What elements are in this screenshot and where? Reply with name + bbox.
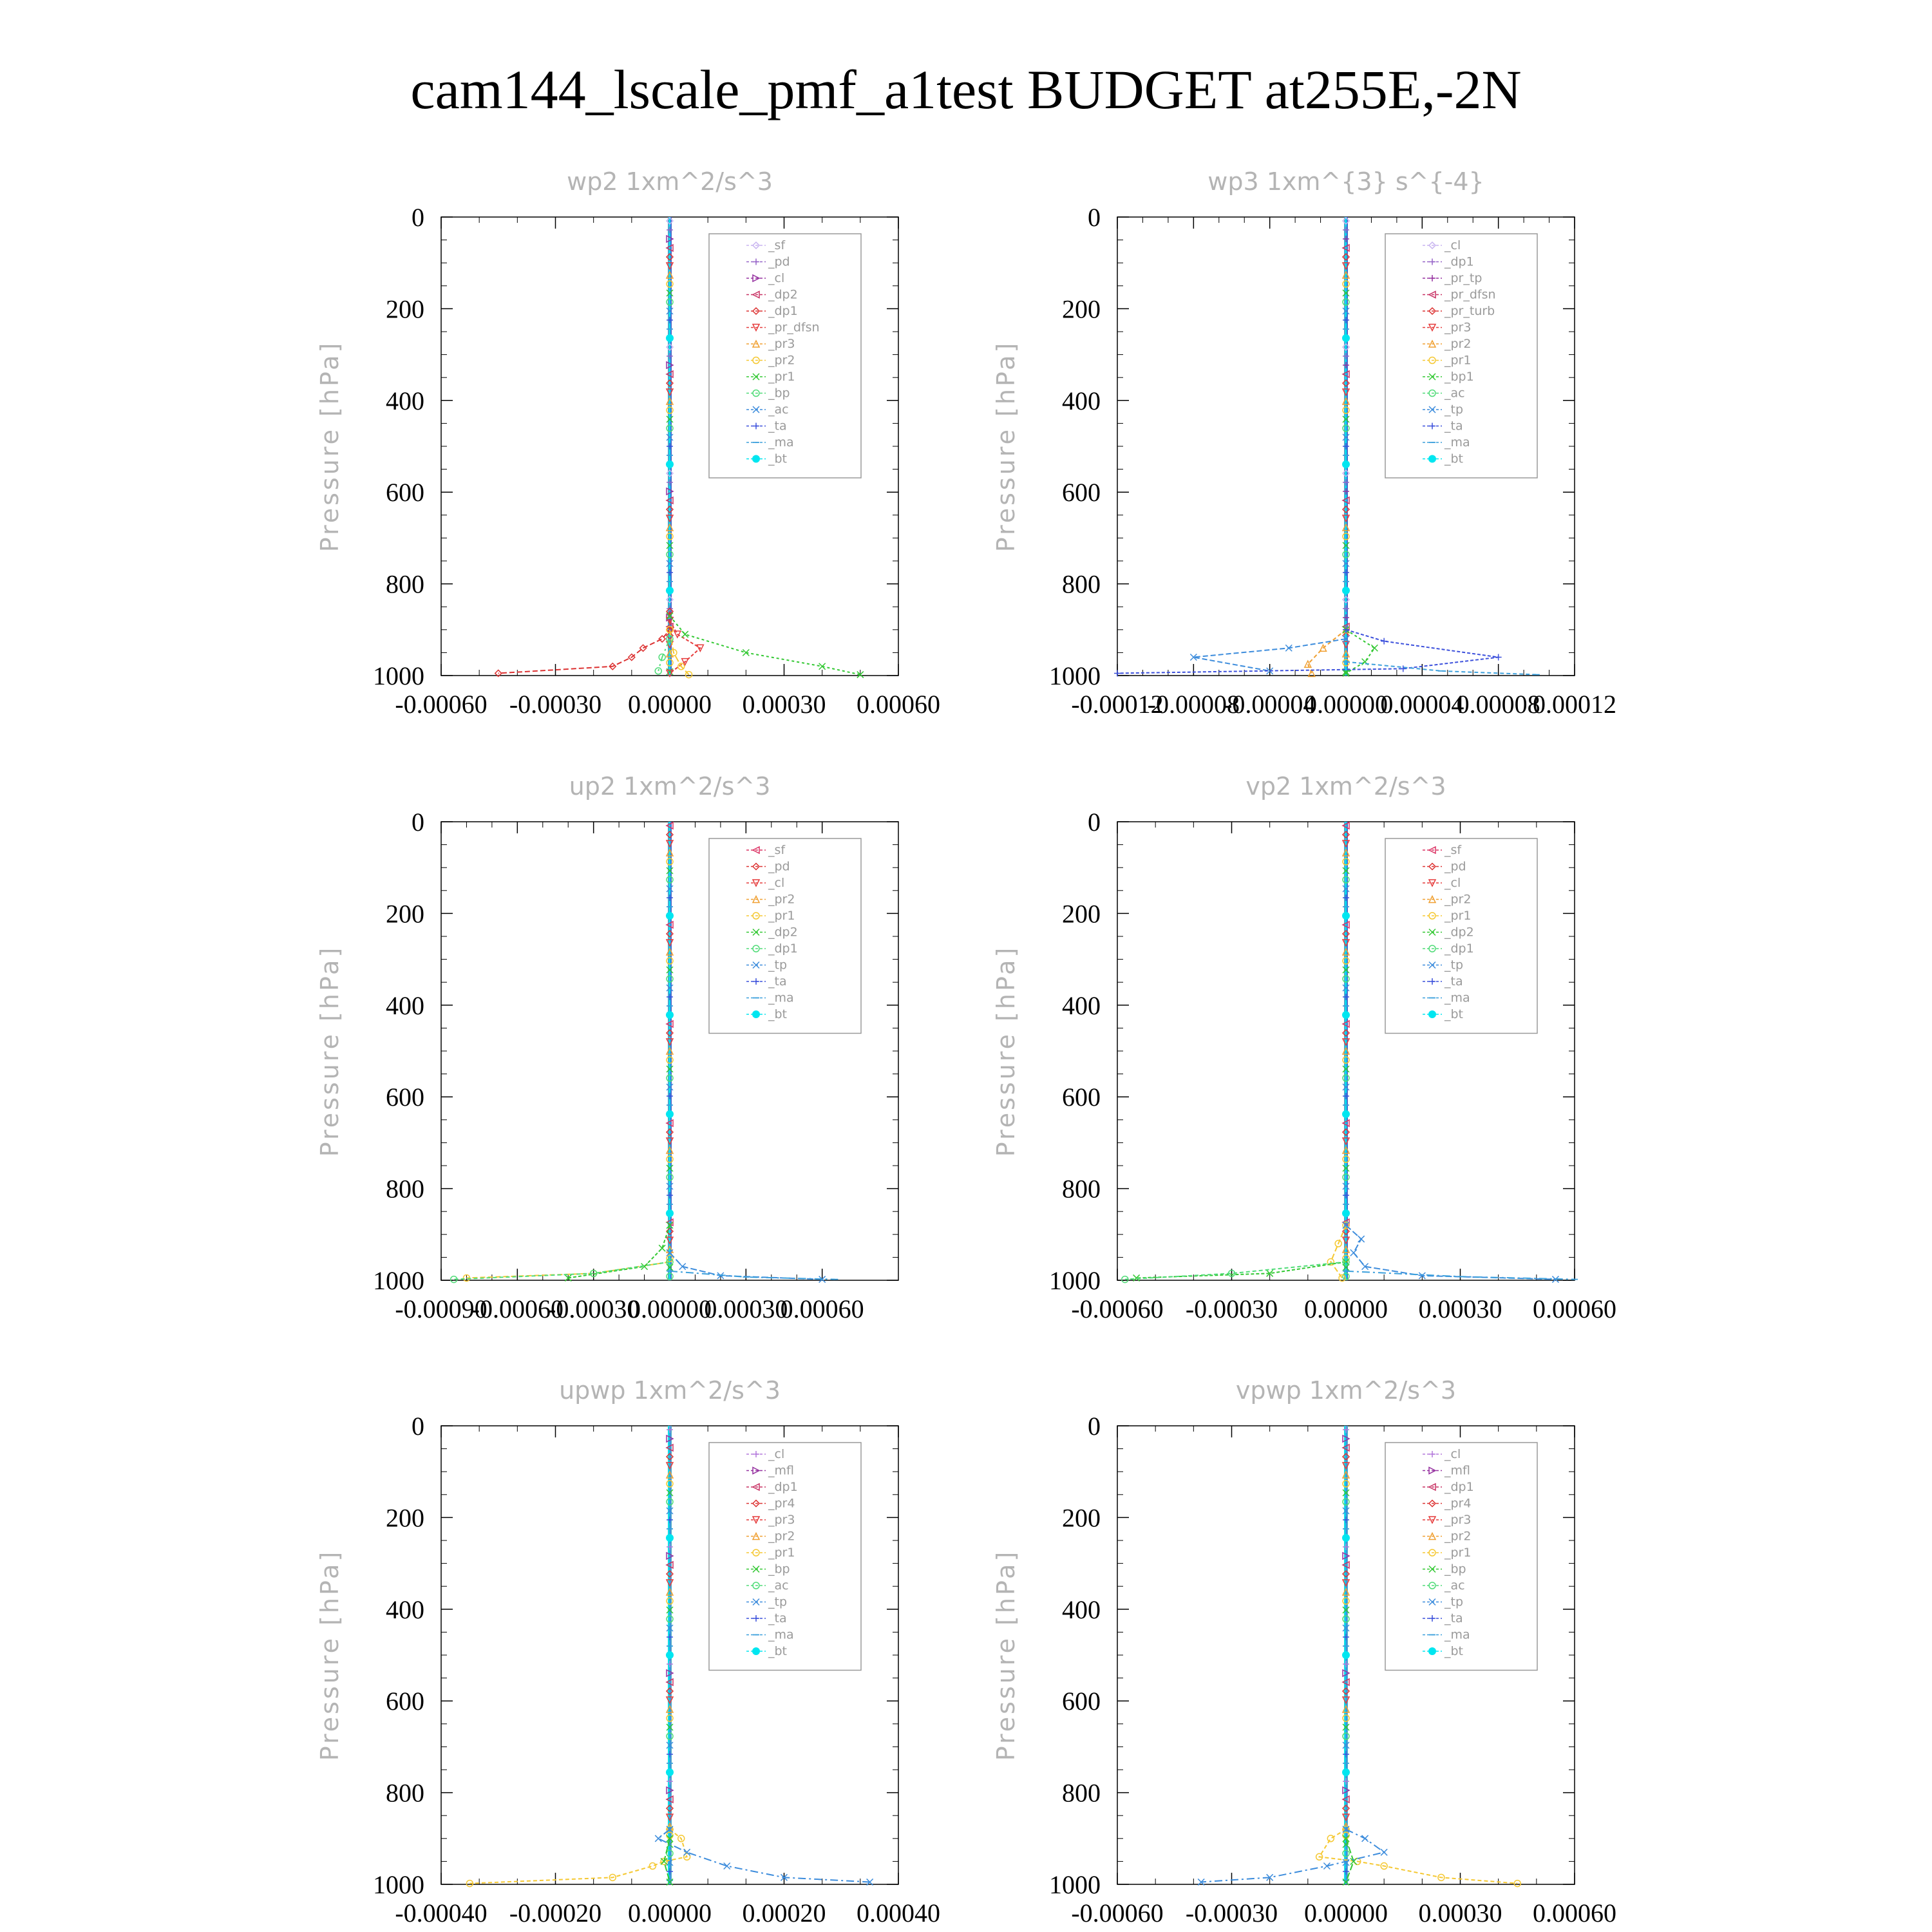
- y-tick-label: 0: [1088, 1412, 1101, 1441]
- legend-marker: [752, 1010, 760, 1018]
- x-tick-label: -0.00040: [395, 1899, 488, 1927]
- series-pr1: [466, 1826, 690, 1887]
- series-marker: [1343, 614, 1349, 621]
- series-marker: [666, 1651, 674, 1659]
- series-dp2: [1133, 1259, 1349, 1282]
- legend: [709, 1443, 861, 1671]
- x-tick-label: -0.00030: [1185, 1899, 1278, 1927]
- x-tick-label: 0.00000: [1304, 1899, 1388, 1927]
- y-tick-label: 800: [386, 1778, 424, 1808]
- panel-title: wp3 1xm^{3} s^{-4}: [1208, 167, 1484, 196]
- series-marker: [1343, 895, 1349, 901]
- legend-label: _ta: [768, 974, 787, 989]
- y-tick-label: 800: [1062, 569, 1101, 599]
- legend-label: _pr1: [1444, 1546, 1472, 1560]
- legend-label: _ma: [1444, 1627, 1470, 1642]
- panel-title: vp2 1xm^2/s^3: [1245, 772, 1446, 800]
- series-marker: [667, 1751, 673, 1757]
- legend-label: _pd: [768, 859, 790, 874]
- series-marker: [1343, 227, 1349, 233]
- x-tick-label: -0.00012: [1071, 690, 1164, 719]
- legend-marker: [752, 1647, 760, 1655]
- x-tick-label: 0.00012: [1533, 690, 1616, 719]
- y-axis-label: Pressure [hPa]: [316, 945, 344, 1157]
- series-marker: [1342, 912, 1350, 920]
- series-marker: [1343, 488, 1349, 495]
- series-marker: [666, 587, 674, 594]
- legend-label: _ta: [1444, 419, 1463, 433]
- series-line: [1346, 630, 1374, 674]
- series-marker: [666, 1011, 674, 1019]
- y-tick-label: 400: [386, 990, 424, 1020]
- x-tick-label: 0.00060: [857, 690, 940, 719]
- series-marker: [666, 334, 674, 342]
- legend-label: _pr_turb: [1444, 304, 1495, 318]
- series-marker: [666, 1768, 674, 1776]
- legend-label: _pr3: [1444, 320, 1472, 335]
- legend-label: _sf: [768, 238, 786, 252]
- legend-label: _pr3: [1444, 1513, 1472, 1527]
- y-tick-label: 600: [1062, 1687, 1101, 1716]
- legend-label: _tp: [1444, 402, 1464, 417]
- series-marker: [682, 631, 688, 638]
- y-axis-label: Pressure [hPa]: [316, 1549, 344, 1761]
- y-tick-label: 200: [386, 294, 424, 324]
- series-marker: [1342, 1534, 1350, 1542]
- legend-label: _cl: [768, 271, 785, 285]
- series-marker: [1342, 1011, 1350, 1019]
- legend-label: _ma: [768, 1627, 794, 1642]
- legend-label: _dp2: [768, 287, 798, 302]
- legend-label: _pr_dfsn: [768, 320, 820, 335]
- x-tick-label: -0.00090: [395, 1294, 488, 1323]
- zero-profile-column: [666, 217, 674, 676]
- series-marker: [667, 1634, 673, 1640]
- x-tick-label: 0.00000: [1304, 690, 1388, 719]
- series-marker: [1343, 1426, 1349, 1433]
- series-tp: [655, 1826, 873, 1886]
- series-marker: [659, 1245, 665, 1251]
- legend-label: _ta: [1444, 974, 1463, 989]
- legend-label: _pr2: [768, 1529, 795, 1544]
- series-line: [1201, 1830, 1384, 1882]
- y-tick-label: 800: [386, 1174, 424, 1204]
- x-tick-label: -0.00008: [1147, 690, 1240, 719]
- legend-label: _dp1: [768, 304, 798, 318]
- chart-panels: [316, 167, 1616, 1927]
- x-tick-label: 0.00030: [704, 1294, 788, 1323]
- legend-label: _pr1: [768, 370, 795, 384]
- legend-label: _bp: [768, 386, 790, 401]
- legend-label: _dp2: [1444, 925, 1474, 940]
- legend-label: _ac: [768, 402, 789, 417]
- legend-label: _tp: [1444, 958, 1464, 972]
- series-marker: [1343, 1544, 1349, 1550]
- x-tick-label: -0.00060: [1071, 1899, 1164, 1927]
- series-marker: [1343, 1634, 1349, 1640]
- series-line: [1137, 1262, 1346, 1278]
- legend-label: _pr2: [768, 353, 795, 368]
- legend-label: _pr1: [1444, 909, 1472, 923]
- series-tp: [1198, 1826, 1387, 1886]
- series-dp1: [1122, 1259, 1349, 1283]
- series-marker: [1350, 1249, 1357, 1256]
- series-marker: [1342, 587, 1350, 594]
- series-marker: [1342, 1110, 1350, 1118]
- legend-marker: [1428, 1010, 1436, 1018]
- series-line: [670, 1271, 835, 1280]
- series-marker: [1371, 645, 1378, 651]
- series-line: [454, 1262, 670, 1280]
- legend-label: _bt: [1444, 1007, 1464, 1021]
- legend-label: _dp1: [1444, 942, 1474, 956]
- legend-label: _bt: [1444, 1644, 1464, 1658]
- y-tick-label: 200: [386, 1503, 424, 1533]
- y-tick-label: 0: [1088, 203, 1101, 232]
- x-tick-label: 0.00060: [1533, 1294, 1616, 1323]
- series-marker: [667, 1093, 673, 1099]
- y-tick-label: 1000: [373, 1266, 424, 1295]
- y-tick-label: 600: [386, 1083, 424, 1112]
- legend-label: _tp: [768, 1595, 788, 1609]
- x-tick-label: 0.00000: [628, 690, 712, 719]
- figure-title: cam144_lscale_pmf_a1test BUDGET at255E,-2N: [410, 59, 1522, 120]
- series-marker: [667, 569, 673, 576]
- x-tick-label: 0.00000: [628, 1899, 712, 1927]
- y-tick-label: 200: [386, 899, 424, 929]
- series-marker: [667, 994, 673, 1000]
- legend-label: _bt: [768, 1007, 788, 1021]
- y-tick-label: 1000: [1049, 661, 1101, 690]
- series-marker: [1343, 1868, 1349, 1875]
- x-tick-label: -0.00020: [509, 1899, 602, 1927]
- legend-label: _pr3: [768, 337, 795, 351]
- legend-label: _ta: [768, 419, 787, 433]
- legend-label: _ac: [768, 1578, 789, 1593]
- series-line: [1117, 630, 1499, 674]
- series-marker: [666, 460, 674, 468]
- y-tick-label: 400: [1062, 990, 1101, 1020]
- series-marker: [666, 1209, 674, 1217]
- series-marker: [667, 1778, 673, 1785]
- legend-label: _dp1: [768, 942, 798, 956]
- series-pr2: [1305, 627, 1349, 677]
- x-tick-label: 0.00000: [1304, 1294, 1388, 1323]
- y-axis-label: Pressure [hPa]: [992, 340, 1020, 553]
- series-line: [469, 1830, 687, 1884]
- legend-label: _dp2: [768, 925, 798, 940]
- series-marker: [1343, 605, 1349, 612]
- legend-label: _bp: [768, 1562, 790, 1577]
- x-tick-label: -0.00030: [547, 1294, 640, 1323]
- series-ma: [667, 1271, 838, 1280]
- legend: [1385, 1443, 1537, 1671]
- series-marker: [1343, 1778, 1349, 1785]
- x-tick-label: 0.00030: [1418, 1899, 1502, 1927]
- series-line: [498, 611, 670, 673]
- legend-label: _tp: [768, 958, 788, 972]
- series-marker: [1342, 460, 1350, 468]
- series-marker: [1342, 334, 1350, 342]
- legend-label: _pr4: [1444, 1496, 1472, 1511]
- series-marker: [1343, 443, 1349, 450]
- y-tick-label: 400: [1062, 1595, 1101, 1624]
- legend-label: _pr2: [768, 892, 795, 907]
- legend-label: _cl: [1444, 238, 1461, 252]
- legend-label: _pr1: [1444, 353, 1472, 368]
- x-tick-label: -0.00060: [395, 690, 488, 719]
- y-tick-label: 400: [386, 1595, 424, 1624]
- zero-profile-column: [666, 1426, 674, 1884]
- y-tick-label: 1000: [373, 661, 424, 690]
- y-tick-label: 200: [1062, 899, 1101, 929]
- legend-label: _bp: [1444, 1562, 1466, 1577]
- series-marker: [684, 1849, 690, 1855]
- panel-title: wp2 1xm^2/s^3: [567, 167, 773, 196]
- series-marker: [1343, 1517, 1349, 1523]
- series-marker: [667, 317, 673, 323]
- y-axis-label: Pressure [hPa]: [316, 340, 344, 553]
- series-marker: [1343, 994, 1349, 1000]
- series-line: [1125, 1262, 1346, 1280]
- legend-label: _cl: [768, 876, 785, 890]
- legend-label: _ma: [1444, 990, 1470, 1005]
- x-tick-label: 0.00008: [1456, 690, 1540, 719]
- y-tick-label: 0: [412, 808, 424, 837]
- x-tick-label: -0.00060: [1071, 1294, 1164, 1323]
- legend-marker: [752, 455, 760, 463]
- x-tick-label: -0.00030: [1185, 1294, 1278, 1323]
- x-tick-label: 0.00020: [742, 1899, 826, 1927]
- series-marker: [724, 1863, 730, 1870]
- series-marker: [1342, 1768, 1350, 1776]
- y-tick-label: 1000: [373, 1870, 424, 1899]
- y-tick-label: 800: [386, 569, 424, 599]
- legend-label: _pr2: [1444, 337, 1472, 351]
- legend-label: _ma: [768, 435, 794, 450]
- panel-title: vpwp 1xm^2/s^3: [1235, 1376, 1457, 1405]
- series-marker: [1343, 1661, 1349, 1667]
- legend-label: _sf: [768, 843, 786, 857]
- series-marker: [667, 443, 673, 450]
- legend-label: _pr2: [1444, 1529, 1472, 1544]
- chart-panel: [992, 167, 1616, 719]
- zero-profile-column: [1342, 217, 1350, 676]
- y-tick-label: 1000: [1049, 1266, 1101, 1295]
- y-tick-label: 800: [1062, 1174, 1101, 1204]
- series-line: [1346, 1226, 1555, 1280]
- series-marker: [1343, 569, 1349, 576]
- legend-label: _pr_tp: [1444, 271, 1482, 285]
- y-axis-label: Pressure [hPa]: [992, 945, 1020, 1157]
- legend-label: _ta: [768, 1611, 787, 1625]
- legend-label: _ma: [768, 990, 794, 1005]
- series-marker: [1343, 1192, 1349, 1198]
- chart-panel: [316, 772, 898, 1323]
- series-marker: [1342, 1209, 1350, 1217]
- series-marker: [1343, 1751, 1349, 1757]
- legend-marker: [1428, 455, 1436, 463]
- series-ta: [1114, 627, 1502, 677]
- legend-label: _bt: [768, 1644, 788, 1658]
- series-marker: [1381, 638, 1387, 645]
- series-marker: [1343, 236, 1349, 242]
- legend-label: _ac: [1444, 386, 1465, 401]
- series-marker: [667, 1426, 673, 1433]
- x-tick-label: -0.00004: [1224, 690, 1316, 719]
- y-tick-label: 600: [1062, 1083, 1101, 1112]
- x-tick-label: -0.00060: [471, 1294, 564, 1323]
- series-dp1: [495, 608, 673, 676]
- chart-panel: [316, 167, 940, 719]
- legend: [1385, 838, 1537, 1034]
- series-marker: [1343, 479, 1349, 486]
- series-marker: [666, 1110, 674, 1118]
- series-marker: [666, 1534, 674, 1542]
- series-marker: [1358, 1236, 1365, 1242]
- legend-label: _cl: [768, 1447, 785, 1461]
- panel-title: upwp 1xm^2/s^3: [559, 1376, 781, 1405]
- legend-label: _dp1: [768, 1480, 798, 1494]
- zero-profile-column: [1342, 1426, 1350, 1884]
- series-marker: [667, 353, 673, 359]
- series-marker: [1327, 1835, 1334, 1842]
- legend-label: _ac: [1444, 1578, 1465, 1593]
- y-tick-label: 600: [386, 478, 424, 507]
- legend-label: _pr1: [768, 909, 795, 923]
- legend-label: _pd: [1444, 859, 1466, 874]
- y-tick-label: 800: [1062, 1778, 1101, 1808]
- x-tick-label: -0.00030: [509, 690, 602, 719]
- y-axis-label: Pressure [hPa]: [992, 1549, 1020, 1761]
- legend: [709, 838, 861, 1034]
- series-pr_dfsn: [667, 618, 703, 677]
- series-marker: [667, 479, 673, 486]
- legend-label: _cl: [1444, 876, 1461, 890]
- x-tick-label: 0.00030: [1418, 1294, 1502, 1323]
- series-marker: [667, 1661, 673, 1667]
- legend-label: _pr3: [768, 1513, 795, 1527]
- legend-label: _dp1: [1444, 1480, 1474, 1494]
- legend-label: _pr4: [768, 1496, 795, 1511]
- x-tick-label: 0.00040: [857, 1899, 940, 1927]
- legend-label: _mfl: [768, 1463, 794, 1478]
- series-marker: [666, 912, 674, 920]
- series-marker: [667, 1192, 673, 1198]
- legend-label: _ta: [1444, 1611, 1463, 1625]
- legend-label: _pr1: [768, 1546, 795, 1560]
- series-marker: [667, 1544, 673, 1550]
- y-tick-label: 0: [412, 203, 424, 232]
- series-marker: [655, 1835, 661, 1842]
- x-tick-label: 0.00000: [628, 1294, 712, 1323]
- panel-title: up2 1xm^2/s^3: [569, 772, 771, 800]
- series-marker: [1495, 654, 1502, 661]
- chart-panel: [316, 1376, 940, 1927]
- y-tick-label: 200: [1062, 294, 1101, 324]
- legend-label: _pr_dfsn: [1444, 287, 1496, 302]
- legend: [1385, 234, 1537, 478]
- series-dp2: [565, 1222, 673, 1282]
- legend-label: _pr2: [1444, 892, 1472, 907]
- x-tick-label: 0.00004: [1380, 690, 1464, 719]
- legend: [709, 234, 861, 478]
- series-marker: [1342, 1651, 1350, 1659]
- zero-profile-column: [1342, 822, 1350, 1280]
- x-tick-label: 0.00030: [742, 690, 826, 719]
- legend-label: _sf: [1444, 843, 1462, 857]
- legend-label: _dp1: [1444, 254, 1474, 269]
- series-marker: [1343, 362, 1349, 368]
- y-tick-label: 0: [1088, 808, 1101, 837]
- y-tick-label: 0: [412, 1412, 424, 1441]
- series-marker: [667, 227, 673, 233]
- y-tick-label: 1000: [1049, 1870, 1101, 1899]
- legend-label: _tp: [1444, 1595, 1464, 1609]
- legend-label: _pd: [768, 254, 790, 269]
- legend-label: _bt: [1444, 451, 1464, 466]
- y-tick-label: 200: [1062, 1503, 1101, 1533]
- x-tick-label: 0.00060: [1533, 1899, 1616, 1927]
- y-tick-label: 400: [1062, 386, 1101, 415]
- y-tick-label: 400: [386, 386, 424, 415]
- legend-label: _cl: [1444, 1447, 1461, 1461]
- legend-label: _ma: [1444, 435, 1470, 450]
- x-tick-label: 0.00060: [780, 1294, 864, 1323]
- y-tick-label: 600: [1062, 478, 1101, 507]
- series-dp1: [451, 1259, 673, 1283]
- legend-label: _mfl: [1444, 1463, 1470, 1478]
- y-tick-label: 600: [386, 1687, 424, 1716]
- series-marker: [1381, 1849, 1387, 1855]
- series-marker: [667, 1517, 673, 1523]
- series-tp: [1343, 1222, 1558, 1283]
- chart-panel: [992, 772, 1616, 1323]
- series-marker: [1400, 665, 1406, 672]
- legend-marker: [1428, 1647, 1436, 1655]
- zero-profile-column: [666, 822, 674, 1280]
- series-marker: [1343, 1093, 1349, 1099]
- legend-label: _bp1: [1444, 370, 1474, 384]
- series-marker: [1343, 353, 1349, 359]
- chart-panel: [992, 1376, 1616, 1927]
- series-marker: [667, 895, 673, 901]
- series-marker: [1343, 317, 1349, 323]
- legend-label: _bt: [768, 451, 788, 466]
- series-marker: [1362, 1835, 1368, 1842]
